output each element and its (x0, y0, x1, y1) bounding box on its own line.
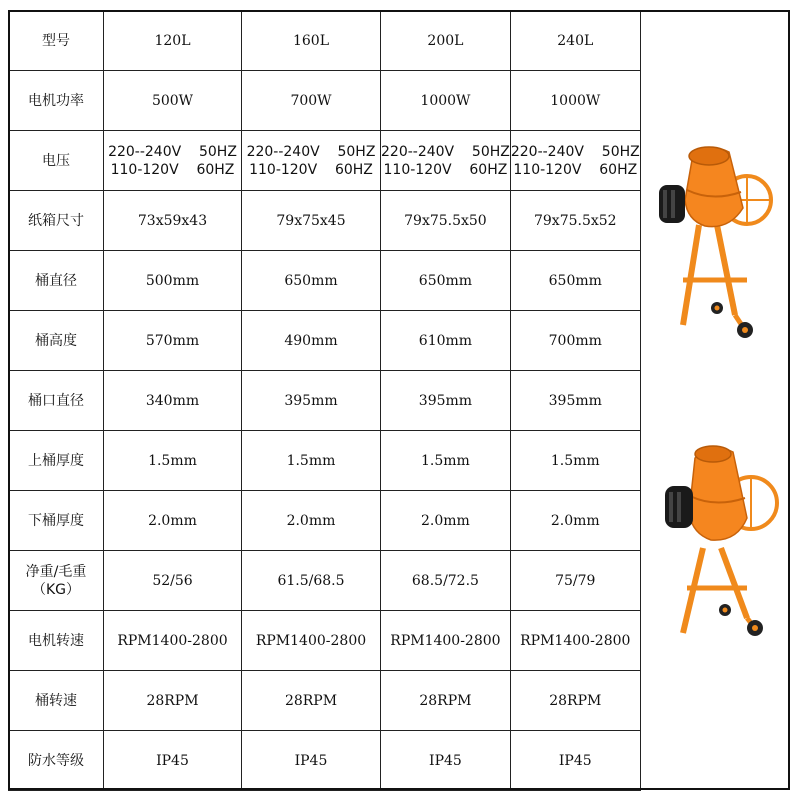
model-header-cell: 160L (242, 11, 381, 71)
row-label: 下桶厚度 (9, 491, 104, 551)
voltage-line: 220--240V 50HZ (381, 143, 510, 160)
table-cell: 2.0mm (242, 491, 381, 551)
row-label: 上桶厚度 (9, 431, 104, 491)
table-cell: 700W (242, 71, 381, 131)
cement-mixer-image (647, 130, 777, 345)
table-cell: 28RPM (242, 671, 381, 731)
voltage-line: 110-120V 60HZ (249, 161, 373, 178)
model-header-cell: 200L (381, 11, 511, 71)
table-cell: 570mm (104, 311, 242, 371)
table-cell: IP45 (104, 731, 242, 791)
row-label: 净重/毛重 （KG） (9, 551, 104, 611)
table-cell: 1000W (381, 71, 511, 131)
table-cell: 1.5mm (510, 431, 640, 491)
table-cell: 1.5mm (242, 431, 381, 491)
table-cell: RPM1400-2800 (381, 611, 511, 671)
table-cell: 2.0mm (510, 491, 640, 551)
table-cell: 650mm (510, 251, 640, 311)
table-cell: 79x75.5x52 (510, 191, 640, 251)
voltage-line: 110-120V 60HZ (383, 161, 508, 178)
voltage-line: 220--240V 50HZ (510, 143, 640, 160)
voltage-line: 110-120V 60HZ (110, 161, 235, 178)
row-label: 电压 (9, 131, 104, 191)
voltage-line: 220--240V 50HZ (246, 143, 376, 160)
table-cell: 28RPM (510, 671, 640, 731)
table-cell: IP45 (381, 731, 511, 791)
table-cell: 650mm (381, 251, 511, 311)
table-cell: 79x75.5x50 (381, 191, 511, 251)
table-cell: 610mm (381, 311, 511, 371)
table-cell: 75/79 (510, 551, 640, 611)
table-cell: 340mm (104, 371, 242, 431)
table-cell: RPM1400-2800 (104, 611, 242, 671)
model-header-cell: 240L (510, 11, 640, 71)
table-cell: 1.5mm (381, 431, 511, 491)
voltage-line: 220--240V 50HZ (108, 143, 237, 160)
table-cell: 2.0mm (381, 491, 511, 551)
table-cell: 1.5mm (104, 431, 242, 491)
table-cell: 500mm (104, 251, 242, 311)
table-cell: 68.5/72.5 (381, 551, 511, 611)
table-cell: 73x59x43 (104, 191, 242, 251)
table-cell: 61.5/68.5 (242, 551, 381, 611)
row-label: 桶口直径 (9, 371, 104, 431)
row-label: 电机功率 (9, 71, 104, 131)
image-column (631, 10, 790, 790)
model-header-cell: 120L (104, 11, 242, 71)
table-cell: IP45 (510, 731, 640, 791)
row-label: 桶直径 (9, 251, 104, 311)
row-label: 型号 (9, 11, 104, 71)
table-cell: 650mm (242, 251, 381, 311)
row-label: 电机转速 (9, 611, 104, 671)
table-cell: 28RPM (104, 671, 242, 731)
table-cell: RPM1400-2800 (510, 611, 640, 671)
table-cell: 395mm (510, 371, 640, 431)
table-cell: 52/56 (104, 551, 242, 611)
cement-mixer-image (643, 438, 783, 648)
table-cell: IP45 (242, 731, 381, 791)
table-cell: 500W (104, 71, 242, 131)
table-cell: 28RPM (381, 671, 511, 731)
row-label: 防水等级 (9, 731, 104, 791)
table-cell: 1000W (510, 71, 640, 131)
row-label: 纸箱尺寸 (9, 191, 104, 251)
table-cell: RPM1400-2800 (242, 611, 381, 671)
table-cell: 2.0mm (104, 491, 242, 551)
table-cell: 700mm (510, 311, 640, 371)
table-cell: 490mm (242, 311, 381, 371)
voltage-line: 110-120V 60HZ (513, 161, 638, 178)
table-cell: 79x75x45 (242, 191, 381, 251)
row-label: 桶转速 (9, 671, 104, 731)
table-cell: 395mm (381, 371, 511, 431)
row-label: 桶高度 (9, 311, 104, 371)
table-cell: 395mm (242, 371, 381, 431)
